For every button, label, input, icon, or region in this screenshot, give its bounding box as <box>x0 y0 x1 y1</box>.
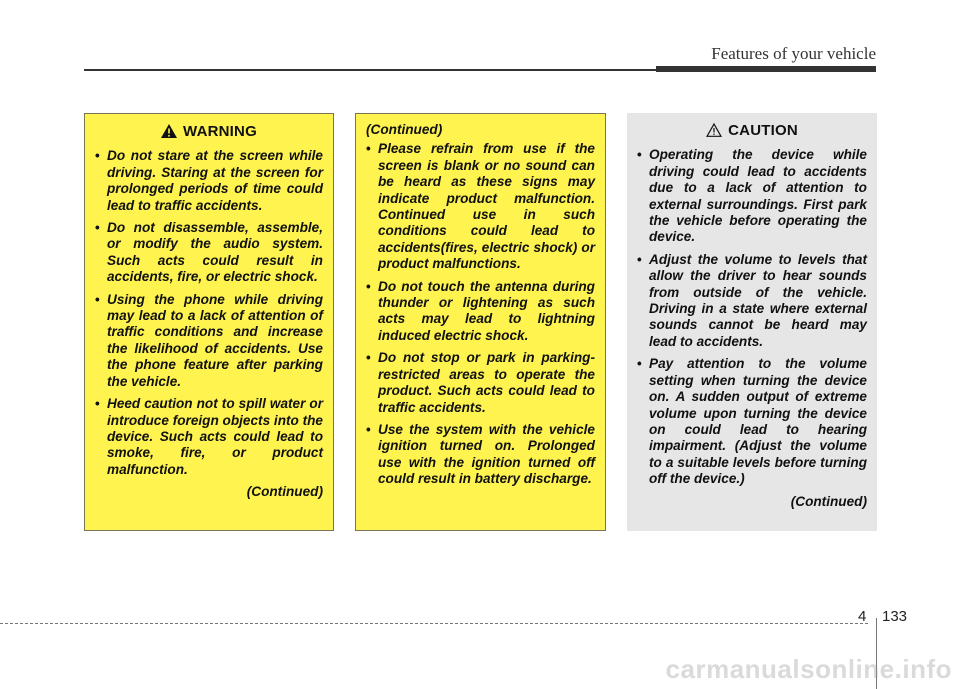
list-item: • Heed caution not to spill water or introduce foreign objects into the device. Such acts could lead to smoke, fire, or product malfunction. <box>95 396 323 478</box>
page-number: 133 <box>882 608 908 625</box>
continued-label: (Continued) <box>246 484 323 500</box>
caution-list <box>637 147 867 487</box>
list-item: • Please refrain from use if the screen is blank or no sound can be heard as these signs may indicate product malfunction. Continued use in such conditions could lead to accidents(fires, electric shock) or product malfunctions. <box>366 141 595 272</box>
warning-list <box>95 148 323 478</box>
list-item: • Do not stare at the screen while driving. Staring at the screen for prolonged periods of time could lead to traffic accidents. <box>95 148 323 214</box>
header-rule-accent <box>656 66 876 72</box>
warning-continued-box <box>355 113 606 531</box>
warning-box <box>84 113 334 531</box>
warning-triangle-icon <box>161 124 177 142</box>
list-item: • Using the phone while driving may lead to a lack of attention of traffic conditions and increase the likelihood of accidents. Use the phone feature after parking the vehicle. <box>95 292 323 390</box>
list-item: • Pay attention to the volume setting when turning the device on. A sudden output of extreme volume upon turning the device on could lead to hearing impairment. (Adjust the volume to a suitable levels before turning off the device.) <box>637 356 867 487</box>
warning-continued-list <box>366 141 595 487</box>
caution-heading-text: CAUTION <box>728 122 798 139</box>
list-item: • Do not touch the antenna during thunder or lightening as such acts may lead to lightning induced electric shock. <box>366 279 595 345</box>
list-item: • Do not stop or park in parking-restricted areas to operate the product. Such acts could lead to traffic accidents. <box>366 350 595 416</box>
caution-heading <box>637 123 867 141</box>
warning-heading <box>95 124 323 142</box>
list-item: • Use the system with the vehicle ignition turned on. Prolonged use with the ignition turned off could result in battery discharge. <box>366 422 595 488</box>
caution-box <box>627 113 877 531</box>
footer-dashed-rule <box>0 623 868 624</box>
list-item: • Adjust the volume to levels that allow the driver to hear sounds from outside of the vehicle. Driving in a state where external sounds cannot be heard may lead to accidents. <box>637 252 867 350</box>
warning-heading-text: WARNING <box>183 123 257 140</box>
caution-triangle-icon <box>706 123 722 141</box>
continued-label: (Continued) <box>366 122 443 137</box>
chapter-number: 4 <box>858 608 867 625</box>
list-item: • Do not disassemble, assemble, or modify the audio system. Such acts could result in accidents, fire, or electric shock. <box>95 220 323 286</box>
continued-label: (Continued) <box>790 493 867 509</box>
watermark: carmanualsonline.info <box>665 654 952 684</box>
list-item: • Operating the device while driving could lead to accidents due to a lack of attention to external surroundings. First park the vehicle before operating the device. <box>637 147 867 245</box>
page-header-title: Features of your vehicle <box>711 44 876 63</box>
